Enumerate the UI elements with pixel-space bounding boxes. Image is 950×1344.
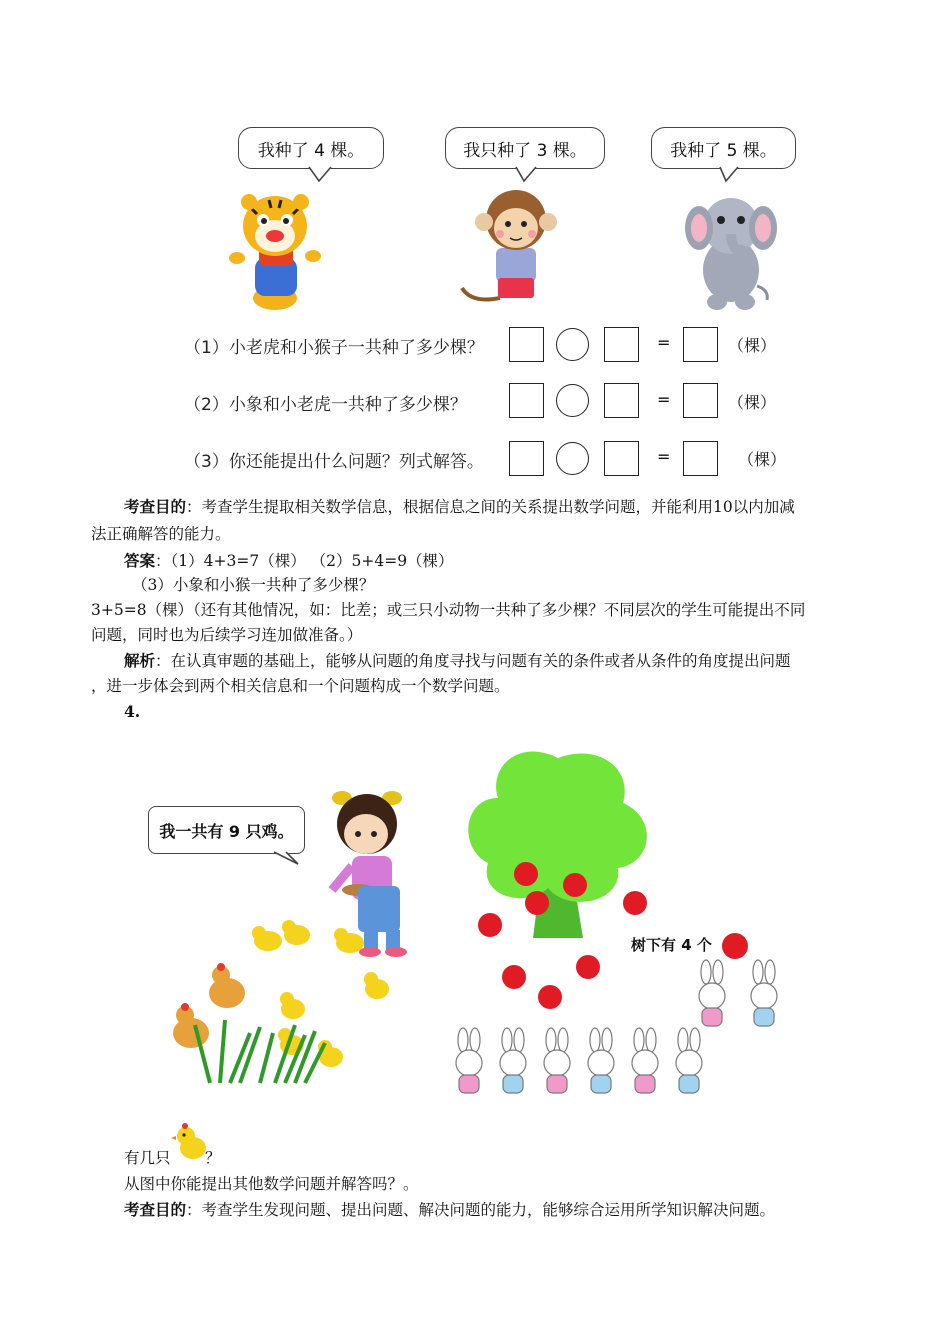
answer-line-3: 3+5=8（棵）（还有其他情况，如：比差；或三只小动物一共种了多少棵？不同层次的学生可能提出不同 — [91, 601, 806, 619]
monkey-illustration — [460, 186, 570, 306]
analysis-line-1: 在认真审题的基础上，能够从问题的角度寻找与问题有关的条件或者从条件的角度提出问题 — [170, 652, 791, 670]
operator-circle[interactable] — [556, 328, 589, 361]
unit-label: （棵） — [728, 336, 777, 355]
girl-speech-bubble — [148, 806, 305, 854]
answer-box[interactable] — [683, 441, 718, 476]
problem-number: 4. — [124, 702, 141, 721]
answer-box[interactable] — [604, 383, 639, 418]
answer-box[interactable] — [683, 327, 718, 362]
unit-label: （棵） — [738, 450, 787, 469]
answer-box[interactable] — [604, 327, 639, 362]
operator-circle[interactable] — [556, 384, 589, 417]
chicken-question-suffix: ？ — [205, 1149, 221, 1167]
purpose-text-4: 考查学生发现问题、提出问题、解决问题的能力，能够综合运用所学知识解决问题。 — [201, 1201, 776, 1219]
equals-sign: = — [657, 390, 671, 409]
tiger-illustration — [225, 188, 325, 313]
unit-label: （棵） — [728, 393, 777, 412]
elephant-speech-text: 我种了 5 棵。 — [670, 140, 777, 161]
equals-sign: = — [657, 447, 671, 466]
answer-line-4: 问题，同时也为后续学习连加做准备。） — [91, 626, 363, 644]
question-2: （2）小象和小老虎一共种了多少棵？ — [184, 395, 467, 415]
monkey-speech-text: 我只种了 3 棵。 — [463, 140, 587, 161]
answer-box[interactable] — [509, 327, 544, 362]
girl-speech-text: 我一共有 9 只鸡。 — [159, 821, 294, 841]
elephant-speech-bubble — [651, 127, 796, 169]
answer-paragraph — [124, 549, 454, 573]
chicken-question-prefix: 有几只 — [124, 1149, 171, 1167]
answer-box[interactable] — [683, 383, 718, 418]
question-3: （3）你还能提出什么问题？列式解答。 — [184, 452, 484, 472]
rabbits-illustration — [448, 960, 793, 1105]
purpose-paragraph — [124, 495, 795, 519]
equals-sign: = — [657, 333, 671, 352]
analysis-label: 解析 — [124, 651, 156, 670]
tiger-speech-bubble — [238, 127, 384, 169]
answer-box[interactable] — [509, 441, 544, 476]
purpose-colon-4: ： — [186, 1201, 202, 1219]
tree-label: 树下有 4 个 — [631, 936, 712, 954]
answer-line-1: （1）4+3=7（棵） （2）5+4=9（棵） — [170, 552, 454, 570]
other-question: 从图中你能提出其他数学问题并解答吗？。 — [124, 1175, 419, 1193]
analysis-paragraph — [124, 649, 791, 673]
purpose-label: 考查目的 — [124, 497, 187, 516]
purpose-label-4: 考查目的 — [124, 1200, 187, 1219]
tiger-speech-text: 我种了 4 棵。 — [257, 140, 365, 161]
analysis-line-2: ，进一步体会到两个相关信息和一个问题构成一个数学问题。 — [91, 677, 510, 695]
purpose-colon: ： — [186, 498, 202, 516]
purpose-line-2: 法正确解答的能力。 — [91, 525, 231, 543]
purpose-paragraph-4 — [124, 1198, 775, 1222]
chicken-question — [124, 1146, 171, 1170]
elephant-illustration — [683, 190, 783, 315]
question-1: （1）小老虎和小猴子一共种了多少棵？ — [184, 338, 484, 358]
answer-box[interactable] — [509, 383, 544, 418]
answer-label: 答案 — [124, 551, 156, 570]
chick-inline-icon — [173, 1120, 209, 1164]
monkey-speech-bubble — [445, 127, 605, 169]
chickens-illustration — [165, 915, 405, 1090]
purpose-line-1: 考查学生提取相关数学信息，根据信息之间的关系提出数学问题，并能利用10以内加减 — [201, 498, 795, 516]
operator-circle[interactable] — [556, 442, 589, 475]
answer-colon: ： — [155, 552, 171, 570]
answer-box[interactable] — [604, 441, 639, 476]
answer-line-2: （3）小象和小猴一共种了多少棵？ — [132, 576, 375, 594]
analysis-colon: ： — [155, 652, 171, 670]
